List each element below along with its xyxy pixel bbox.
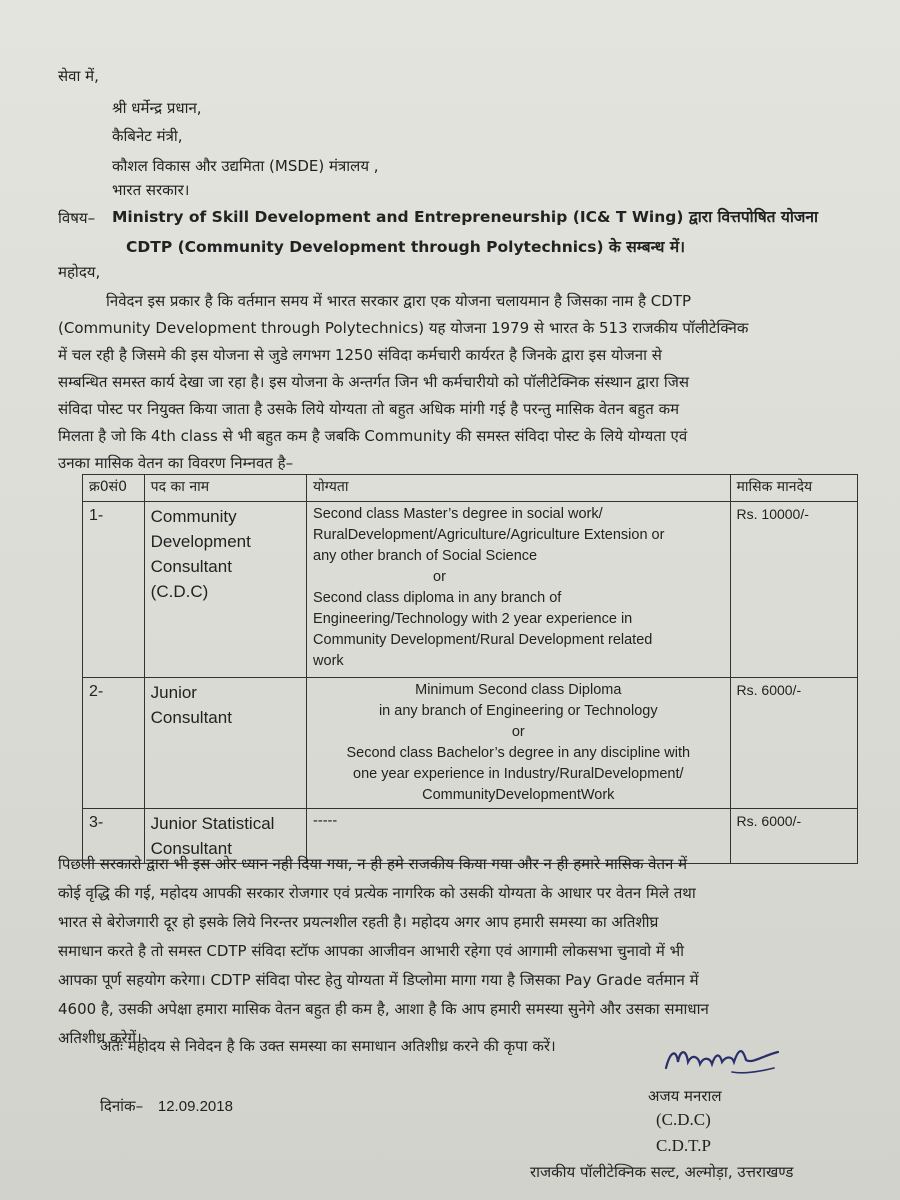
subject-line: Ministry of Skill Development and Entrepreneurship (IC& T Wing) द्वारा वित्तपोषित योजना: [112, 208, 819, 226]
qualification-cell: -----: [307, 809, 730, 864]
closing-request: अतः महोदय से निवेदन है कि उक्त समस्या का समाधान अतिशीध्र करने की कृपा करें।: [100, 1037, 556, 1055]
qual-line: RuralDevelopment/Agriculture/Agriculture Extension or: [313, 527, 665, 543]
signature-scribble: [662, 1038, 782, 1084]
table-row: [83, 502, 858, 678]
date-label: दिनांक–: [100, 1097, 144, 1115]
address-line: कैबिनेट मंत्री,: [112, 127, 183, 145]
header-qualification: योग्यता: [307, 475, 730, 502]
paragraph-line: आपका पूर्ण सहयोग करेगा। CDTP संविदा पोस्ट हेतु योग्यता में डिप्लोमा मागा गया है जिसका Pay Grade वर्तमान में: [58, 971, 699, 989]
qual-line: Second class Master’s degree in social work/: [313, 506, 603, 522]
signatory-scheme: C.D.T.P: [656, 1136, 711, 1155]
signatory-role: (C.D.C): [656, 1110, 711, 1129]
post-line: Consultant: [150, 839, 232, 858]
qual-line: Engineering/Technology with 2 year experience in: [313, 611, 633, 627]
post-line: Junior Statistical: [150, 814, 275, 833]
post-line: (C.D.C): [150, 582, 209, 601]
header-serial: क्र0सं0: [83, 475, 145, 502]
qual-line: or: [433, 569, 446, 585]
qual-line: work: [313, 653, 344, 669]
paragraph-line: अतिशीध्र करेगें।: [58, 1029, 142, 1047]
signatory-institution: राजकीय पॉलीटेक्निक सल्ट, अल्मोड़ा, उत्तराखण्ड: [530, 1163, 794, 1181]
address-line: श्री धर्मेन्द्र प्रधान,: [112, 99, 202, 117]
post-line: Consultant: [150, 708, 232, 727]
qual-line: Minimum Second class Diploma: [415, 682, 622, 698]
qual-line: Community Development/Rural Development related: [313, 632, 653, 648]
subject-line: CDTP (Community Development through Polytechnics) के सम्बन्ध में।: [126, 238, 685, 256]
post-line: Consultant: [150, 557, 232, 576]
qual-line: any other branch of Social Science: [313, 548, 538, 564]
qual-line: Second class diploma in any branch of: [313, 590, 562, 606]
post-line: Junior: [150, 683, 197, 702]
paragraph-line: सम्बन्धित समस्त कार्य देखा जा रहा है। इस योजना के अन्तर्गत जिन भी कर्मचारीयो को पॉलीटेक्निक संस्थान द्वारा जिस: [58, 373, 689, 391]
paragraph-line: निवेदन इस प्रकार है कि वर्तमान समय में भारत सरकार द्वारा एक योजना चलायमान है जिसका नाम है CDTP: [106, 292, 692, 310]
post-line: Development: [150, 532, 251, 551]
pay-cell: Rs. 10000/-: [730, 502, 857, 678]
date-line: [100, 1096, 233, 1116]
serial-cell: 2-: [83, 678, 145, 809]
pay-cell: Rs. 6000/-: [730, 809, 857, 864]
post-cell: [144, 502, 306, 678]
serial-cell: 1-: [83, 502, 145, 678]
qual-line: or: [511, 724, 525, 740]
serial-cell: 3-: [83, 809, 145, 864]
paragraph-line: (Community Development through Polytechnics) यह योजना 1979 से भारत के 513 राजकीय पॉलीटेक्निक: [58, 319, 749, 337]
signatory-name: अजय मनराल: [648, 1087, 722, 1105]
paragraph-line: कोई वृद्धि की गई, महोदय आपकी सरकार रोजगार एवं प्रत्येक नागरिक को उसकी योग्यता के आधार पर वेतन मिले तथा: [58, 884, 696, 902]
subject-label: विषय–: [58, 209, 96, 227]
signature: [662, 1038, 782, 1088]
paragraph-line: भारत से बेरोजगारी दूर हो इसके लिये निरन्तर प्रयत्नशील रहती है। महोदय अगर आप हमारी समस्या का अतिशीघ्र: [58, 913, 659, 931]
table-header-row: [83, 475, 858, 502]
address-line: कौशल विकास और उद्यमिता (MSDE) मंत्रालय ,: [112, 157, 379, 175]
date-value: 12.09.2018: [157, 1098, 233, 1115]
paragraph-line: समाधान करते है तो समस्त CDTP संविदा स्टॉफ आपका आजीवन आभारी रहेगा एवं आगामी लोकसभा चुनावो में भी: [58, 942, 685, 960]
post-cell: [144, 678, 306, 809]
header-pay: मासिक मानदेय: [730, 475, 857, 502]
paragraph-line: मिलता है जो कि 4th class से भी बहुत कम है जबकि Community की समस्त संविदा पोस्ट के लिये योग्यता एवं: [58, 427, 688, 445]
qualification-cell: [307, 678, 730, 809]
qual-line: one year experience in Industry/RuralDevelopment/: [353, 766, 684, 782]
address-salutation: सेवा में,: [58, 67, 99, 85]
address-line: भारत सरकार।: [112, 181, 190, 199]
body-paragraph-2: [58, 850, 858, 1053]
greeting: महोदय,: [58, 263, 101, 281]
paragraph-line: 4600 है, उसकी अपेक्षा हमारा मासिक वेतन बहुत ही कम है, आशा है कि आप हमारी समस्या सुनेगे और उसका समाधान: [58, 1000, 709, 1018]
qualification-cell: [307, 502, 730, 678]
qual-line: in any branch of Engineering or Technology: [378, 703, 658, 719]
qual-line: Second class Bachelor’s degree in any discipline with: [346, 745, 691, 761]
qual-line: CommunityDevelopmentWork: [422, 787, 615, 803]
body-paragraph-1: [58, 288, 858, 477]
paragraph-line: में चल रही है जिसमे की इस योजना से जुडे लगभग 1250 संविदा कर्मचारी कार्यरत है जिनके द्वारा इस योजना से: [58, 346, 662, 364]
paragraph-line: पिछली सरकारो द्वारा भी इस ओर ध्यान नही दिया गया, न ही हमे राजकीय किया गया और न ही हमारे मासिक वेतन में: [58, 855, 688, 873]
pay-cell: Rs. 6000/-: [730, 678, 857, 809]
header-post: पद का नाम: [144, 475, 306, 502]
paragraph-line: संविदा पोस्ट पर नियुक्त किया जाता है उसके लिये योग्यता तो बहुत अधिक मांगी गई है परन्तु मासिक वेतन बहुत कम: [58, 400, 680, 418]
table-row: [83, 678, 858, 809]
qualification-table: [82, 474, 858, 864]
post-line: Community: [150, 507, 237, 526]
paragraph-line: उनका मासिक वेतन का विवरण निम्नवत है–: [58, 454, 294, 472]
